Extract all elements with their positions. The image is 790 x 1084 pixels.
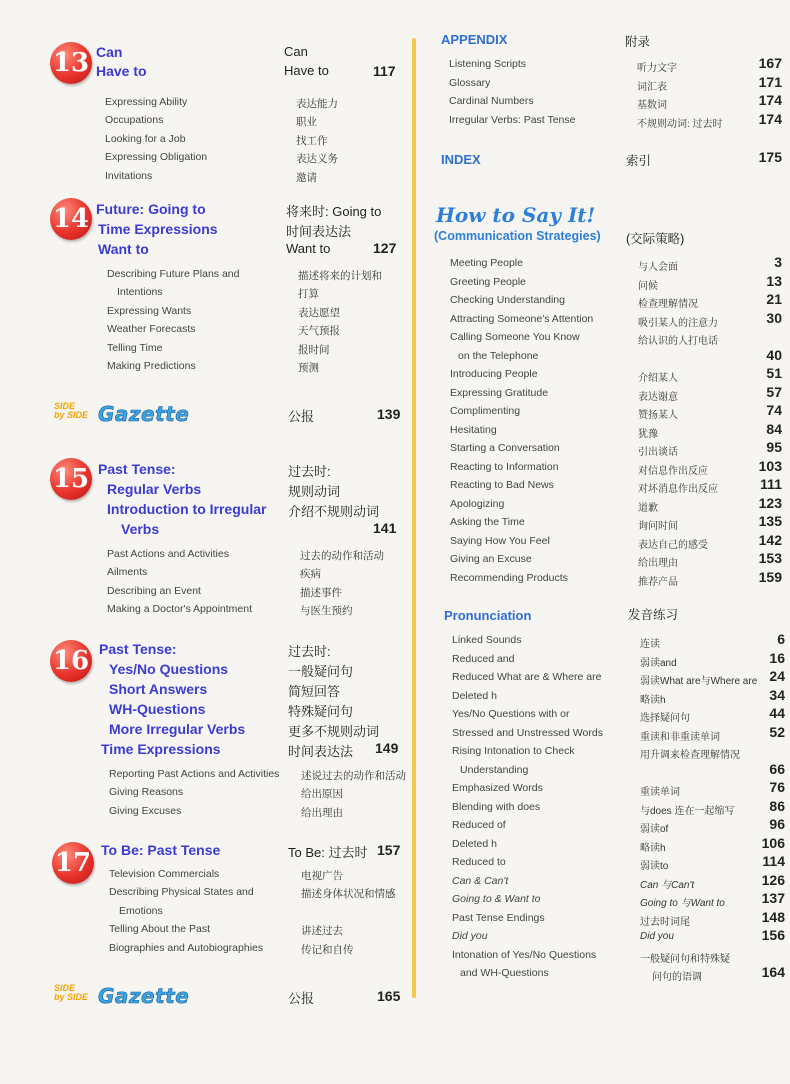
unit-chinese-title-line: 时间表达法: [286, 224, 352, 239]
gazette-logo: [54, 402, 214, 428]
unit-chinese-title-line: 过去时:: [288, 464, 331, 479]
topic-chinese: 找工作: [296, 134, 328, 147]
strategy-item: Checking Understanding: [450, 294, 565, 306]
how-to-say-it-chinese: (交际策略): [626, 232, 685, 246]
pronunciation-item: Reduced and: [452, 652, 515, 665]
pronunciation-item: Deleted h: [452, 689, 497, 702]
pronunciation-item-page: 66: [769, 760, 785, 777]
gazette-side-label: [54, 984, 88, 1002]
strategy-item: on the Telephone: [458, 349, 539, 362]
unit-chinese-title-line: Have to: [284, 63, 329, 78]
gazette-side-word: SIDE: [54, 401, 76, 411]
pronunciation-item-chinese: 过去时词尾: [640, 916, 690, 928]
pronunciation-item: Understanding: [460, 763, 529, 776]
strategy-item-page: 13: [766, 272, 782, 289]
unit-chinese-title-line: Want to: [286, 241, 331, 256]
topic-english: Television Commercials: [109, 868, 220, 880]
topic-chinese: 描述身体状况和情感: [301, 888, 396, 901]
strategy-item-chinese: 表达自己的感受: [638, 539, 708, 551]
pronunciation-item: Deleted h: [452, 837, 497, 850]
strategy-item-chinese: 犹豫: [638, 428, 658, 440]
pronunciation-item-page: 24: [769, 668, 785, 684]
pronunciation-item-page: 6: [777, 631, 785, 647]
unit-chinese-title-line: 介绍不规则动词: [288, 504, 380, 519]
strategy-item: Expressing Gratitude: [450, 386, 549, 399]
topic-english: Making Predictions: [107, 360, 196, 372]
unit-chinese-title-line: Can: [284, 44, 308, 59]
unit-title-line: Introduction to Irregular: [107, 501, 267, 517]
pronunciation-item: Intonation of Yes/No Questions: [452, 948, 597, 961]
unit-chinese-title-line: 时间表达法: [288, 744, 354, 759]
unit-title-line: Have to: [96, 63, 147, 79]
pronunciation-item-page: 44: [769, 705, 785, 721]
strategy-item-page: 3: [774, 254, 782, 270]
gazette-side-word: SIDE: [54, 983, 76, 993]
pronunciation-item-page: 16: [769, 649, 785, 666]
topic-chinese: 疾病: [300, 568, 321, 581]
pronunciation-item-chinese: 选择疑问句: [640, 713, 690, 724]
topic-chinese: 给出原因: [301, 788, 343, 801]
pronunciation-item: Going to & Want to: [452, 893, 541, 905]
pronunciation-item-page: 86: [769, 797, 785, 814]
unit-number-badge: 15: [50, 458, 92, 500]
pronunciation-item: Reduced of: [452, 819, 506, 831]
appendix-item: Cardinal Numbers: [449, 95, 534, 107]
strategy-item: Recommending Products: [450, 571, 568, 584]
pronunciation-item-page: 148: [761, 908, 785, 925]
strategy-item-chinese: 赞扬某人: [638, 410, 678, 421]
appendix-item-chinese: 不规则动词: 过去时: [637, 118, 723, 130]
unit-page-number: 149: [375, 740, 399, 756]
unit-title-line: Can: [96, 44, 123, 60]
unit-chinese-title-line: 更多不规则动词: [288, 724, 380, 739]
pronunciation-item-page: 76: [769, 779, 785, 795]
gazette-byside-word: by SIDE: [54, 992, 89, 1002]
strategy-item-chinese: 对坏消息作出反应: [638, 484, 718, 495]
topic-english: Describing an Event: [107, 584, 201, 597]
topic-english: Expressing Ability: [105, 96, 188, 108]
strategy-item-page: 84: [766, 420, 782, 437]
strategy-item-page: 153: [758, 550, 782, 566]
topic-english: Past Actions and Activities: [107, 548, 229, 560]
pronunciation-item-chinese: 略读h: [640, 694, 666, 706]
gazette-page-number: 165: [377, 988, 401, 1004]
gazette-page-number: 139: [377, 406, 401, 422]
strategy-item: Attracting Someone's Attention: [450, 312, 594, 325]
pronunciation-item-page: 164: [761, 964, 785, 980]
strategy-item-page: 40: [766, 346, 782, 363]
strategy-item-chinese: 道歉: [638, 502, 658, 514]
unit-chinese-title-line: To Be: 过去时: [288, 845, 368, 860]
unit-chinese-title-line: 将来时: Going to: [286, 204, 382, 219]
topic-english: Giving Excuses: [109, 804, 182, 817]
unit-page-number: 117: [373, 63, 396, 79]
unit-title-line: Want to: [98, 241, 149, 257]
strategy-item-page: 51: [766, 365, 782, 381]
pronunciation-item-chinese: 用升调来检查理解情况: [640, 750, 740, 761]
strategy-item-page: 142: [758, 531, 782, 548]
unit-title-line: WH-Questions: [109, 701, 206, 717]
appendix-item-page: 167: [758, 55, 782, 71]
strategy-item: Complimenting: [450, 405, 521, 417]
topic-english: Telling Time: [107, 341, 163, 354]
pronunciation-item: Reduced What are & Where are: [452, 671, 602, 683]
topic-chinese: 预测: [298, 362, 319, 374]
strategy-item: Giving an Excuse: [450, 553, 532, 565]
topic-english: Describing Physical States and: [109, 886, 254, 899]
unit-chinese-title-line: 特殊疑问句: [288, 704, 354, 719]
pronunciation-item: Emphasized Words: [452, 782, 543, 794]
index-title: INDEX: [441, 152, 481, 167]
topic-chinese: 表达能力: [296, 98, 338, 110]
pronunciation-item-chinese: 弱读of: [640, 824, 669, 835]
unit-chinese-title-line: 简短回答: [288, 684, 341, 699]
pronunciation-item-chinese: 重读和非重读单词: [640, 731, 720, 743]
how-to-say-it-subtitle: (Communication Strategies): [434, 229, 601, 243]
pronunciation-item: Rising Intonation to Check: [452, 745, 575, 757]
unit-page-number: 141: [373, 520, 397, 536]
strategy-item-chinese: 推荐产品: [638, 576, 678, 588]
topic-english: Biographies and Autobiographies: [109, 941, 264, 954]
appendix-item-page: 174: [758, 110, 782, 127]
topic-chinese: 电视广告: [301, 870, 343, 882]
pronunciation-item: Can & Can't: [452, 874, 509, 887]
topic-chinese: 过去的动作和活动: [300, 550, 384, 562]
topic-english: Weather Forecasts: [107, 323, 196, 336]
topic-english: Invitations: [105, 169, 153, 182]
pronunciation-item-page: 96: [769, 816, 785, 832]
strategy-item: Saying How You Feel: [450, 534, 550, 547]
pronunciation-item-chinese: Can 与Can't: [640, 879, 695, 891]
unit-number-badge: 16: [50, 640, 92, 682]
topic-chinese: 邀请: [296, 171, 317, 184]
appendix-item-chinese: 听力文字: [637, 63, 677, 74]
strategy-item-chinese: 与人会面: [638, 262, 678, 273]
topic-chinese: 表达愿望: [298, 306, 340, 319]
gazette-title: Gazette: [98, 984, 190, 1008]
unit-title-line: Future: Going to: [96, 201, 206, 217]
index-chinese: 索引: [626, 154, 652, 168]
strategy-item-page: 74: [766, 402, 782, 418]
topic-chinese: 描述事件: [300, 586, 342, 599]
pronunciation-item: Reduced to: [452, 856, 506, 868]
gazette-logo: [54, 984, 214, 1010]
unit-title-line: Short Answers: [109, 681, 208, 697]
pronunciation-item-chinese: 弱读to: [640, 861, 669, 872]
topic-english: Reporting Past Actions and Activities: [109, 768, 280, 780]
unit-number-badge: 14: [50, 198, 92, 240]
pronunciation-item: Stressed and Unstressed Words: [452, 726, 603, 739]
pronunciation-item: Yes/No Questions with or: [452, 708, 570, 720]
unit-chinese-title-line: 一般疑问句: [288, 664, 354, 679]
strategy-item: Starting a Conversation: [450, 442, 560, 454]
strategy-item-page: 123: [758, 494, 782, 511]
topic-english: Describing Future Plans and: [107, 268, 240, 280]
pronunciation-item-chinese: 弱读What are与Where are: [640, 676, 758, 687]
topic-chinese: 描述将来的计划和: [298, 270, 382, 282]
topic-english: Looking for a Job: [105, 132, 186, 145]
strategy-item-page: 159: [758, 568, 782, 585]
strategy-item: Reacting to Bad News: [450, 479, 554, 491]
unit-number-badge: 13: [50, 42, 92, 84]
pronunciation-item-chinese: 问句的语调: [652, 972, 702, 983]
strategy-item: Introducing People: [450, 368, 538, 380]
unit-chinese-title-line: 规则动词: [288, 484, 341, 499]
column-divider: [412, 38, 416, 998]
topic-english: Intentions: [117, 286, 163, 299]
strategy-item-page: 95: [766, 439, 782, 455]
unit-title-line: Past Tense:: [98, 461, 176, 477]
topic-chinese: 与医生预约: [300, 605, 353, 618]
gazette-byside-word: by SIDE: [54, 410, 89, 420]
pronunciation-item-chinese: 连读: [640, 639, 660, 650]
strategy-item-chinese: 介绍某人: [638, 373, 678, 384]
strategy-item: Greeting People: [450, 275, 526, 288]
topic-chinese: 讲述过去: [301, 925, 343, 938]
pronunciation-item-chinese: 略读h: [640, 842, 666, 854]
strategy-item: Calling Someone You Know: [450, 331, 580, 343]
strategy-item-chinese: 问候: [638, 280, 658, 292]
unit-title-line: To Be: Past Tense: [101, 842, 221, 858]
pronunciation-item-page: 52: [769, 723, 785, 740]
topic-english: Expressing Wants: [107, 304, 192, 317]
topic-chinese: 给出理由: [301, 806, 343, 819]
strategy-item-chinese: 吸引某人的注意力: [638, 317, 718, 329]
pronunciation-item-chinese: 弱读and: [640, 657, 677, 669]
topic-english: Expressing Obligation: [105, 151, 208, 164]
pronunciation-item-chinese: 一般疑问句和特殊疑: [640, 953, 730, 965]
appendix-item-chinese: 基数词: [637, 100, 667, 111]
appendix-item-page: 171: [758, 73, 782, 90]
unit-page-number: 127: [373, 240, 397, 256]
topic-chinese: 传记和自传: [301, 943, 354, 956]
appendix-chinese: 附录: [625, 35, 651, 49]
strategy-item-page: 111: [760, 476, 782, 492]
strategy-item-chinese: 表达谢意: [638, 391, 678, 403]
strategy-item-chinese: 给出理由: [638, 558, 678, 569]
strategy-item-chinese: 询问时间: [638, 521, 678, 532]
pronunciation-item: Did you: [452, 930, 488, 942]
appendix-item-page: 174: [758, 92, 782, 108]
gazette-chinese: 公报: [288, 991, 315, 1006]
strategy-item-page: 21: [766, 291, 782, 307]
topic-chinese: 天气预报: [298, 325, 340, 338]
strategy-item: Reacting to Information: [450, 460, 559, 473]
unit-title-line: Verbs: [121, 521, 160, 537]
strategy-item: Hesitating: [450, 423, 497, 436]
strategy-item-chinese: 引出谈话: [638, 447, 678, 458]
pronunciation-item: Past Tense Endings: [452, 911, 545, 924]
unit-title-line: Time Expressions: [98, 221, 218, 237]
pronunciation-item-chinese: 与does 连在一起缩写: [640, 805, 735, 817]
strategy-item: Apologizing: [450, 497, 505, 510]
pronunciation-chinese: 发音练习: [628, 608, 679, 622]
pronunciation-item-chinese: 重读单词: [640, 787, 680, 798]
pronunciation-item-page: 114: [762, 853, 785, 869]
topic-english: Occupations: [105, 114, 164, 127]
unit-title-line: More Irregular Verbs: [109, 721, 246, 737]
unit-title-line: Regular Verbs: [107, 481, 202, 497]
topic-english: Ailments: [107, 566, 148, 579]
strategy-item-chinese: 对信息作出反应: [638, 465, 708, 477]
topic-chinese: 表达义务: [296, 153, 338, 166]
strategy-item-page: 103: [758, 457, 782, 474]
strategy-item-page: 57: [766, 383, 782, 400]
pronunciation-item: Linked Sounds: [452, 634, 522, 646]
pronunciation-title: Pronunciation: [444, 608, 532, 623]
index-page: 175: [758, 149, 782, 165]
topic-chinese: 职业: [296, 116, 317, 129]
pronunciation-item-chinese: Did you: [640, 931, 674, 942]
appendix-item-chinese: 词汇表: [637, 81, 667, 93]
topic-english: Emotions: [119, 904, 163, 917]
topic-chinese: 述说过去的动作和活动: [301, 770, 406, 782]
unit-chinese-title-line: 过去时:: [288, 644, 331, 659]
pronunciation-item-page: 106: [761, 834, 785, 851]
unit-title-line: Time Expressions: [101, 741, 221, 757]
pronunciation-item-page: 137: [761, 890, 785, 906]
topic-chinese: 报时间: [298, 343, 330, 356]
unit-title-line: Yes/No Questions: [109, 661, 229, 677]
appendix-item: Irregular Verbs: Past Tense: [449, 113, 576, 126]
gazette-side-label: [54, 402, 88, 420]
gazette-title: Gazette: [98, 402, 190, 426]
pronunciation-item-chinese: Going to 与Want to: [640, 898, 725, 909]
strategy-item-chinese: 给认识的人打电话: [638, 336, 718, 347]
gazette-chinese: 公报: [288, 409, 315, 424]
strategy-item-page: 135: [758, 513, 782, 529]
topic-english: Making a Doctor's Appointment: [107, 603, 252, 616]
pronunciation-item-page: 126: [761, 871, 785, 888]
unit-page-number: 157: [377, 842, 401, 858]
strategy-item-chinese: 检查理解情况: [638, 299, 698, 310]
strategy-item-page: 30: [766, 309, 782, 326]
strategy-item: Asking the Time: [450, 516, 525, 528]
pronunciation-item-page: 156: [761, 927, 785, 943]
unit-title-line: Past Tense:: [99, 641, 177, 657]
topic-english: Giving Reasons: [109, 786, 184, 799]
how-to-say-it-title: How to Say It!: [436, 203, 596, 227]
appendix-item: Listening Scripts: [449, 58, 527, 70]
pronunciation-item: Blending with does: [452, 800, 541, 813]
pronunciation-item: and WH-Questions: [460, 967, 549, 979]
appendix-title: APPENDIX: [441, 32, 508, 47]
pronunciation-item-page: 34: [769, 686, 785, 703]
strategy-item: Meeting People: [450, 257, 523, 269]
unit-number-badge: 17: [52, 842, 94, 884]
topic-english: Telling About the Past: [109, 923, 210, 936]
topic-chinese: 打算: [298, 288, 319, 301]
appendix-item: Glossary: [449, 76, 491, 89]
